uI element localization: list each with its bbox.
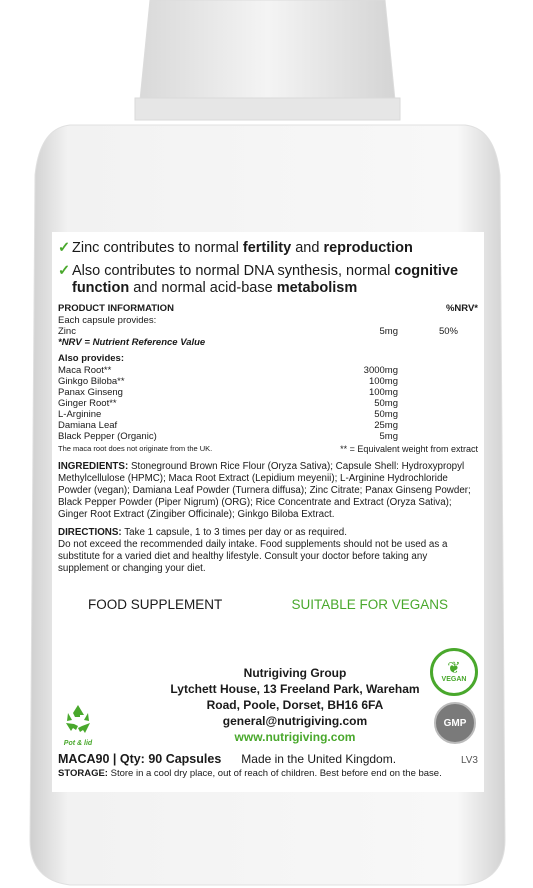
lot-code: LV3 bbox=[460, 755, 478, 766]
also-provides-item: Maca Root** 3000mg bbox=[58, 365, 398, 376]
also-provides-item: L-Arginine 50mg bbox=[58, 409, 398, 420]
nrv-note: *NRV = Nutrient Reference Value bbox=[58, 337, 206, 348]
also-provides-item: Black Pepper (Organic) 5mg bbox=[58, 431, 398, 442]
check-icon: ✓ bbox=[58, 240, 71, 256]
recycle-icon bbox=[61, 703, 95, 735]
also-provides-item: Damiana Leaf 25mg bbox=[58, 420, 398, 431]
leaf-icon: ❦ bbox=[447, 659, 461, 677]
recycle-caption: Pot & lid bbox=[63, 740, 93, 747]
also-provides-item: Panax Ginseng 100mg bbox=[58, 387, 398, 398]
company-name: Nutrigiving Group bbox=[243, 666, 347, 680]
product-info-header: PRODUCT INFORMATION %NRV* bbox=[58, 303, 478, 314]
company-website: www.nutrigiving.com bbox=[234, 730, 356, 744]
vegan-badge: ❦ VEGAN bbox=[430, 648, 478, 696]
check-icon: ✓ bbox=[58, 263, 71, 279]
directions: DIRECTIONS: Take 1 capsule, 1 to 3 times per day or as required. Do not exceed the recommended daily intake. Food supplements should not be used as a substitute for a varied diet and healthy lifestyle. Consult your doctor before taking any supplement or changing your diet. bbox=[58, 527, 448, 574]
also-provides-list bbox=[58, 365, 478, 442]
bottle-lid bbox=[140, 0, 395, 100]
footnotes: The maca root does not originate from the UK. ** = Equivalent weight from extract bbox=[58, 444, 478, 454]
also-provides-item: Ginger Root** 50mg bbox=[58, 398, 398, 409]
supplement-row bbox=[88, 599, 448, 611]
gmp-badge: GMP bbox=[434, 702, 476, 744]
company-email: general@nutrigiving.com bbox=[222, 714, 368, 728]
suitable-for-vegans: SUITABLE FOR VEGANS bbox=[291, 597, 448, 612]
ingredients: INGREDIENTS: Stoneground Brown Rice Flour (Oryza Sativa); Capsule Shell: Hydroxypropyl Methylcellulose (HPMC); Maca Root Extract (Lepidium meyenii); L-Arginine Hydrochloride Powder (vegan); Damiana Leaf Powder (Turnera diffusa); Zinc Citrate; Panax Ginseng Powder; Black Pepper Powder (Piper Nigrum) (ORG); Rice Concentrate and Extract (Oryza Sativa); Ginger Root Extract (Zingiber Officinale); Ginkgo Biloba Extract. bbox=[58, 461, 471, 520]
product-code-line bbox=[58, 752, 478, 766]
also-provides-title: Also provides: bbox=[58, 353, 124, 364]
product-label: ✓ Zinc contributes to normal fertility and reproduction ✓ Also contributes to normal DNA synthesis, normal cognitive function and normal acid-base metabolism PRODUCT INFORMATION %NRV* Each capsule provides: Zinc 5mg 50% *NRV = Nutrient Reference Value Also provides: Maca Root** 3000mg Ginkgo Biloba** 100mg Panax Ginseng 100mg Ginger Root** 50mg L-Arginine 50mg Damiana Leaf 25mg Black Pepper (Organic) 5mg The maca root does not originate from the UK. ** = Equivalent weight from extract INGREDIENTS: Stoneground Brown Rice Flour (Oryza Sativa); Capsule Shell: Hydroxypropyl Methylcellulose (HPMC); Maca Root Extract (Lepidium meyenii); L-Arginine Hydrochloride Powder (vegan); Damiana Leaf Powder (Turnera diffusa); Zinc Citrate; Panax Ginseng Powder; Black Pepper Powder (Piper Nigrum) (ORG); Rice Concentrate and Extract (Oryza Sativa); Ginger Root Extract (Zingiber Officinale); Ginkgo Biloba Extract. DIRECTIONS: Take 1 capsule, 1 to 3 times per day or as required. Do not exceed the recommended daily intake. Food supplements should not be used as a substitute for a varied diet and healthy lifestyle. Consult your doctor before taking any supplement or changing your diet. FOOD SUPPLEMENT SUITABLE FOR VEGANS bbox=[58, 240, 478, 612]
made-in: Made in the United Kingdom. bbox=[241, 752, 397, 766]
also-provides-item: Ginkgo Biloba** 100mg bbox=[58, 376, 398, 387]
product-code: MACA90 | Qty: 90 Capsules bbox=[58, 752, 222, 766]
storage-info: STORAGE: Store in a cool dry place, out of reach of children. Best before end on the base. bbox=[58, 768, 442, 779]
claim-2: ✓ Also contributes to normal DNA synthesis, normal cognitive function and normal acid-base metabolism bbox=[58, 263, 459, 296]
zinc-row: Zinc 5mg 50% bbox=[58, 326, 458, 337]
claim-1: ✓ Zinc contributes to normal fertility and reproduction bbox=[58, 240, 413, 256]
recycle-logo bbox=[58, 703, 98, 747]
company-info: Nutrigiving Group Lytchett House, 13 Freeland Park, Wareham Road, Poole, Dorset, BH16 6FA general@nutrigiving.com www.nutrigiving.com bbox=[160, 665, 430, 745]
food-supplement: FOOD SUPPLEMENT bbox=[88, 597, 223, 612]
